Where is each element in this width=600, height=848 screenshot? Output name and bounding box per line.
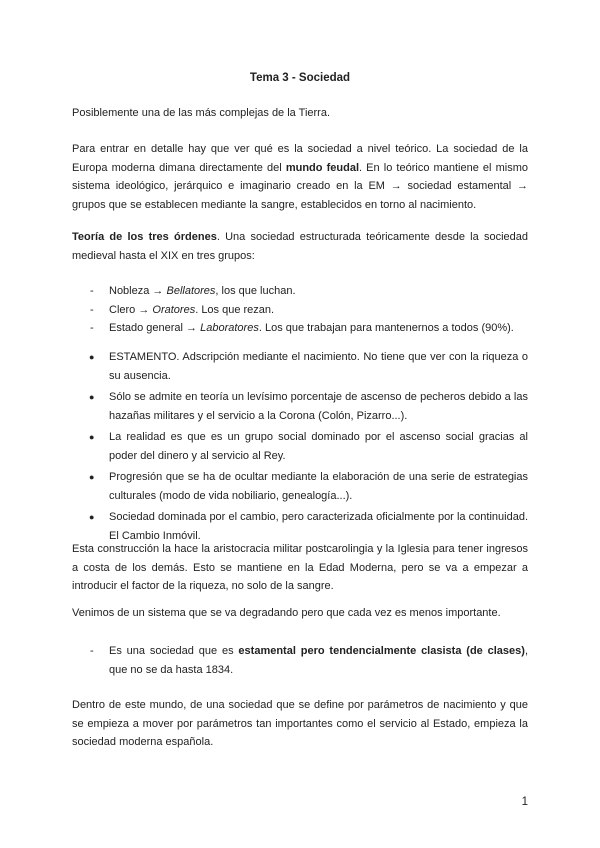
paragraph-sistema: Venimos de un sistema que se va degradando pero que cada vez es menos importante.	[72, 607, 501, 619]
intro-paragraph: Posiblemente una de las más complejas de la Tierra.	[72, 107, 331, 119]
list-item-bullet: ● Sociedad dominada por el cambio, pero caracterizada oficialmente por la continuidad. El Cambio Inmóvil.	[72, 508, 528, 545]
page-number: 1	[521, 796, 528, 808]
list-item-bullet: ● ESTAMENTO. Adscripción mediante el nacimiento. No tiene que ver con la riqueza o su ausencia.	[72, 348, 528, 385]
list-item-bullet: ● Progresión que se ha de ocultar mediante la elaboración de una serie de estrategias culturales (modo de vida nobiliario, genealogía...).	[72, 468, 528, 505]
bold-estamental-clasista: estamental pero tendencialmente clasista (de clases)	[238, 645, 525, 657]
order-latin: Laboratores	[200, 322, 259, 334]
bold-mundo-feudal: mundo feudal	[285, 161, 359, 174]
paragraph-feudal	[72, 140, 528, 214]
list-item-order	[72, 301, 528, 320]
paragraph-feudal-text-c: . En lo teórico mantiene el mismo sistema ideológico, jerárquico e imaginario creado en la EM → sociedad estamental → grupos que se establecen mediante la sangre, establecidos en torno al nacimiento.	[72, 161, 528, 211]
order-prefix: Estado general →	[109, 322, 201, 334]
list-item-bullet: ● La realidad es que es un grupo social dominado por el ascenso social gracias al poder del dinero y al servicio al Rey.	[72, 428, 528, 465]
paragraph-sociedad-moderna: Dentro de este mundo, de una sociedad que se define por parámetros de nacimiento y que se empieza a mover por parámetros tan importantes como el servicio al Estado, empieza la sociedad moderna española.	[72, 699, 528, 748]
list-item-order	[72, 319, 528, 338]
order-prefix: Nobleza →	[109, 285, 167, 297]
paragraph-feudal-text-a: Para entrar en detalle hay que ver qué es la sociedad a nivel teórico. La sociedad de la Europa moderna dimana directamente del	[72, 143, 528, 174]
order-latin: Bellatores	[166, 285, 216, 297]
bold-teoria-tres-ordenes: Teoría de los tres órdenes	[72, 231, 217, 243]
list-item-order	[72, 282, 528, 301]
paragraph-tres-ordenes-text: . Una sociedad estructurada teóricamente desde la sociedad medieval hasta el XIX en tres grupos:	[72, 231, 528, 262]
document-page	[72, 0, 528, 848]
estamento-bullet-list	[72, 348, 528, 548]
paragraph-construccion: Esta construcción la hace la aristocracia militar postcarolingia y la Iglesia para tener ingresos a costa de los demás. Esto se mantiene en la Edad Moderna, pero se va a empezar a introducir el factor de la riqueza, no solo de la sangre.	[72, 543, 528, 592]
orders-list	[72, 282, 528, 338]
clasista-text-c: , que no se da hasta 1834.	[109, 645, 528, 676]
order-suffix: . Los que trabajan para mantenernos a todos (90%).	[258, 322, 514, 334]
list-item-clasista	[72, 642, 528, 679]
order-suffix: . Los que rezan.	[195, 303, 275, 316]
order-latin: Oratores	[152, 303, 196, 316]
clasista-list	[72, 642, 528, 679]
paragraph-tres-ordenes	[72, 228, 528, 265]
page-title: Tema 3 - Sociedad	[249, 72, 351, 84]
order-suffix: , los que luchan.	[215, 285, 296, 297]
list-item-bullet: ● Sólo se admite en teoría un levísimo porcentaje de ascenso de pecheros debido a las hazañas militares y el servicio a la Corona (Colón, Pizarro...).	[72, 388, 528, 425]
order-prefix: Clero →	[109, 303, 153, 316]
clasista-text-a: Es una sociedad que es	[109, 645, 239, 657]
